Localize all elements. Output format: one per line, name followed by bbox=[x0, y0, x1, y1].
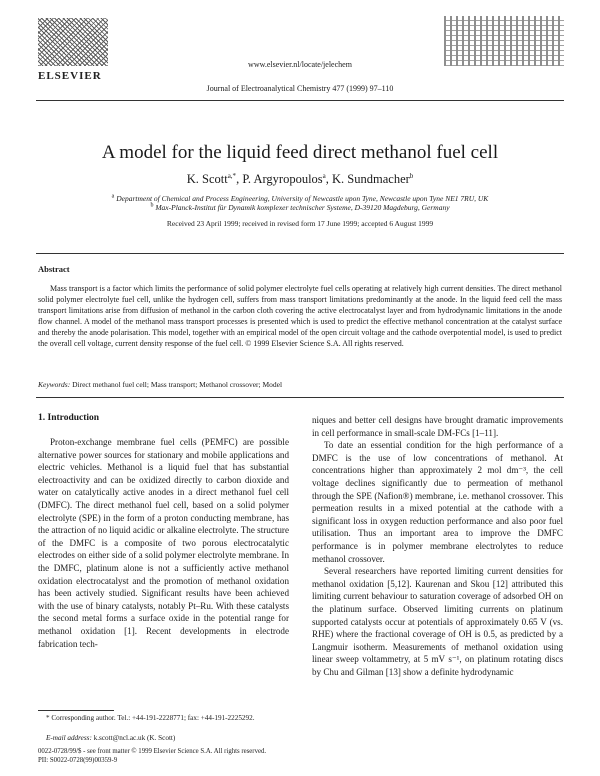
paragraph: niques and better cell designs have brought dramatic improvements in cell performance in small-scale DM-FCs [1–11]. bbox=[312, 415, 563, 438]
abstract-heading: Abstract bbox=[38, 264, 70, 274]
abstract-text: Mass transport is a factor which limits the performance of solid polymer electrolyte fuel cells operating at relatively high current densities. The direct methanol solid polymer electrolyte fuel cell, unlike the hydrogen cell, suffers from mass transport limitations predominantly at the anode. In the liquid feed cell the mass transport limitations arise from diffusion of methanol in the carbon cloth covering the active electrocatalyst layer and from hydrodynamic limitations in the anode flow channel. A model of the methanol mass transport processes is presented which is used to predict the effective methanol concentration at the catalyst surface and thereby the anode polarisation. This model, together with an empirical model of the open circuit voltage and the cathode overpotential model, is used to predict the overall cell voltage, current density response of the fuel cell. © 1999 Elsevier Science S.A. All rights reserved. bbox=[38, 284, 562, 349]
paragraph: To date an essential condition for the high performance of a DMFC is the use of low concentrations of methanol. At concentrations higher than approximately 2 mol dm⁻³, the cell voltage declines significantly due to permeation of methanol through the SPE (Nafion®) membrane, i.e. methanol crossover. This permeation results in a mixed potential at the cathode with a significant loss in oxygen reduction performance and also poor fuel utilisation. Thus an important area to improve the DMFC performance is in polymer membrane electrolytes to reduce methanol crossover. bbox=[312, 440, 563, 564]
journal-cover-image bbox=[444, 16, 564, 66]
header-rule bbox=[36, 100, 564, 101]
author-list: K. Scott$^{a,*}$, P. Argyropoulos$^a$, K. Sundmacher$^b$ bbox=[186, 171, 414, 186]
column-left bbox=[38, 436, 289, 650]
affiliation-b bbox=[0, 203, 600, 212]
author-sup: a bbox=[322, 171, 326, 180]
affiliation-text: Max-Planck-Institut für Dynamik komplexer technischer Systeme, D-39120 Magdeburg, Germany bbox=[155, 203, 450, 212]
affiliation-sup: a bbox=[111, 193, 115, 200]
affiliation-a bbox=[0, 194, 600, 203]
footnote-email bbox=[38, 734, 297, 743]
keywords-text: Direct methanol fuel cell; Mass transport; Methanol crossover; Model bbox=[72, 380, 283, 389]
footnote-corresponding: * Corresponding author. Tel.: +44-191-2228771; fax: +44-191-2225292. bbox=[46, 714, 255, 722]
keywords-label: Keywords: bbox=[38, 380, 71, 389]
affiliation-text: Department of Chemical and Process Engineering, University of Newcastle upon Tyne, Newcastle upon Tyne NE1 7RU, UK bbox=[116, 194, 489, 203]
publisher-logo-text: ELSEVIER bbox=[38, 70, 102, 82]
abstract-top-rule bbox=[36, 253, 564, 254]
author-sup: a,* bbox=[227, 171, 237, 180]
email-address[interactable]: k.scott@ncl.ac.uk (K. Scott) bbox=[93, 734, 176, 742]
journal-reference: Journal of Electroanalytical Chemistry 477 (1999) 97–110 bbox=[206, 84, 394, 93]
paragraph: Proton-exchange membrane fuel cells (PEMFC) are possible alternative power sources for stationary and mobile applications and electric vehicles. Methanol is a liquid fuel that has substantial electroactivity and can be oxidized directly to carbon dioxide and water on catalytically active anodes in a direct methanol fuel cell (DMFC). The direct methanol fuel cell, based on a solid polymer electrolyte (SPE) in the form of a proton conducting membrane, has the attraction of no liquid acidic or alkaline electrolyte. The structure of the DMFC is a composite of two porous electrocatalytic electrodes on either side of a solid polymer electrolyte membrane. In the DMFC, platinum alone is not a sufficiently active methanol oxidation electrocatalyst and the promotion of methanol oxidation has been actively studied. Significant results have been achieved with the use of binary catalysts, notably Pt–Ru. With these catalysts the second metal forms a surface oxide in the potential range for methanol oxidation [1]. Recent developments in electrode fabrication tech- bbox=[38, 437, 289, 649]
publisher-logo-image bbox=[38, 18, 108, 66]
affiliation-sup: b bbox=[150, 202, 154, 209]
email-label: E-mail address: bbox=[46, 734, 92, 742]
section-heading: 1. Introduction bbox=[38, 413, 100, 423]
pii-line: PII: S0022-0728(99)00359-9 bbox=[38, 757, 118, 764]
copyright-block bbox=[38, 747, 266, 765]
author-name: K. Sundmacher bbox=[332, 172, 410, 186]
paper-title: A model for the liquid feed direct methanol fuel cell bbox=[101, 142, 499, 163]
journal-url[interactable]: www.elsevier.nl/locate/jelechem bbox=[248, 60, 352, 69]
column-right bbox=[312, 414, 563, 678]
keywords bbox=[38, 380, 562, 389]
paragraph: Several researchers have reported limiting current densities for methanol oxidation [5,12]. Kaurenan and Skou [12] attributed this limiting current behaviour to saturation coverage of adsorbed OH on the platinum surface. Observed limiting currents on platinum supported catalysts occur at potentials of approximately 0.65 V (vs. RHE) where the fractional coverage of OH is 0.5, as predicted by a Langmuir isotherm. Measurements of methanol oxidation using linear sweep voltammetry, at 5 mV s⁻¹, on platinum rotating discs by Chu and Gilman [13] show a definite hydrodynamic bbox=[312, 566, 563, 677]
author-name: K. Scott bbox=[186, 172, 228, 186]
received-dates: Received 23 April 1999; received in revised form 17 June 1999; accepted 6 August 1999 bbox=[166, 219, 434, 228]
footnote-rule bbox=[38, 710, 114, 711]
abstract-bottom-rule bbox=[36, 397, 564, 398]
author-name: P. Argyropoulos bbox=[242, 172, 323, 186]
copyright-line: 0022-0728/99/$ - see front matter © 1999 Elsevier Science S.A. All rights reserved. bbox=[38, 748, 267, 755]
author-sup: b bbox=[409, 171, 414, 180]
